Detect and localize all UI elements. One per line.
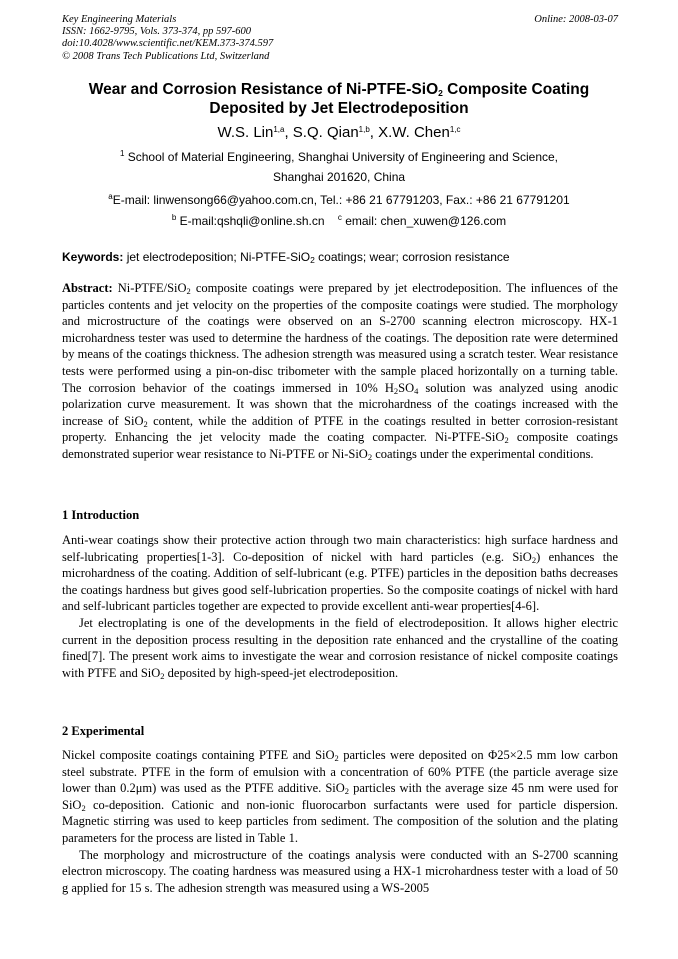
email-line-bc: $^b$ E-mail:qshqli@online.sh.cn $^c$ email: chen_xuwen@126.com	[171, 213, 507, 228]
section-heading-introduction: 1 Introduction	[62, 508, 140, 522]
author-list: W.S. Lin$^{1,a}$, S.Q. Qian$^{1,b}$, X.W. Chen$^{1,c}$	[217, 124, 461, 141]
experimental-text: Nickel composite coatings containing PTFE and SiO$_2$ particles were deposited on Φ25×2.5 mm low carbon steel substrate. PTFE in the form of emulsion with a concentration of 60% PTFE (the particle average size lower than 0.2μm) was used as the PTFE additive. SiO$_2$ particles with the average size 45 nm were used for SiO$_2$ co-deposition. Cationic and non-ionic fluorocarbon surfactants were used for particle dispersion. Magnetic stirring was used to keep particles from sediment. The composition of the solution and the plating parameters for the process are listed in Table 1. The morphology and microstructure of the coatings analysis were conducted with an S-2700 scanning electron microscopy. The coating hardness was measured using a HX-1 microhardness tester with a load of 50 g applied for 15 s. The adhesion strength was measured using a WS-2005	[62, 748, 618, 895]
doi-line: doi:10.4028/www.scientific.net/KEM.373-374.597	[62, 38, 274, 50]
introduction-text: Anti-wear coatings show their protective action through two main characteristics: high surface hardness and self-lubricating properties[1-3]. Co-deposition of nickel with hard particles (e.g. SiO$_2$) enhances the microhardness of the coating. Addition of self-lubricant (e.g. PTFE) particles in the deposition baths decreases the coatings hardness but gives good self-lubrication properties. So the composite coatings of nickel with hard and self-lubricant particles together are expected to provide excellent anti-wear properties[4-6]. Jet electroplating is one of the developments in the field of electrodeposition. It allows higher electric current in the deposition process resulting in the deposition rate enhanced and the crystalline of the coating fined[7]. The present work aims to investigate the wear and corrosion resistance of nickel composite coatings with PTFE and SiO$_2$ deposited by high-speed-jet electrodeposition.	[62, 533, 618, 681]
abstract: Abstract: Ni-PTFE/SiO$_2$ composite coatings were prepared by jet electrodeposition. The influences of the particles contents and jet velocity on the properties of the composite coatings were studied. The morphology and microstructure of the coatings were observed on an S-2700 scanning electron microscopy. HX-1 microhardness tester was used to determine the hardness of the coatings. The deposition rate were determined by means of the coatings thickness. The adhesion strength was measured using a scratch tester. Wear resistance tests were performed using a pin-on-disc tribometer with the sample placed horizontally on a turning table. The corrosion behavior of the coatings immersed in 10% $H_2SO_4$ solution was analyzed using anodic polarization curve measurement. It was shown that the microhardness of the coatings increased with the increase of SiO$_2$ content, while the addition of PTFE in the coatings resulted in better corrosion-resistant property. Enhancing the jet velocity made the coating compacter. Ni-PTFE-SiO$_2$ composite coatings demonstrated superior wear resistance to Ni-PTFE or Ni-SiO$_2$ coatings under the experimental conditions.	[62, 281, 619, 462]
journal-name: Key Engineering Materials	[62, 14, 177, 25]
keywords: Keywords: jet electrodeposition; Ni-PTFE-SiO$_2$ coatings; wear; corrosion resistance	[62, 250, 510, 265]
journal-header	[62, 14, 618, 63]
paper-title: Wear and Corrosion Resistance of Ni-PTFE-SiO$_2$ Composite Coating Deposited by Jet Electrodeposition	[88, 81, 590, 117]
section-heading-experimental: 2 Experimental	[62, 724, 145, 738]
online-date: Online: 2008-03-07	[534, 14, 618, 25]
copyright-line: © 2008 Trans Tech Publications Ltd, Switzerland	[62, 50, 270, 62]
issn-line: ISSN: 1662-9795, Vols. 373-374, pp 597-600	[62, 26, 251, 38]
email-line-a: $^a$E-mail: linwensong66@yahoo.com.cn, Tel.: +86 21 67791203, Fax.: +86 21 67791201	[108, 192, 570, 207]
affiliation-line-2: Shanghai 201620, China	[272, 170, 406, 184]
affiliation-line-1: $^1$ School of Material Engineering, Shanghai University of Engineering and Science,	[119, 149, 559, 164]
